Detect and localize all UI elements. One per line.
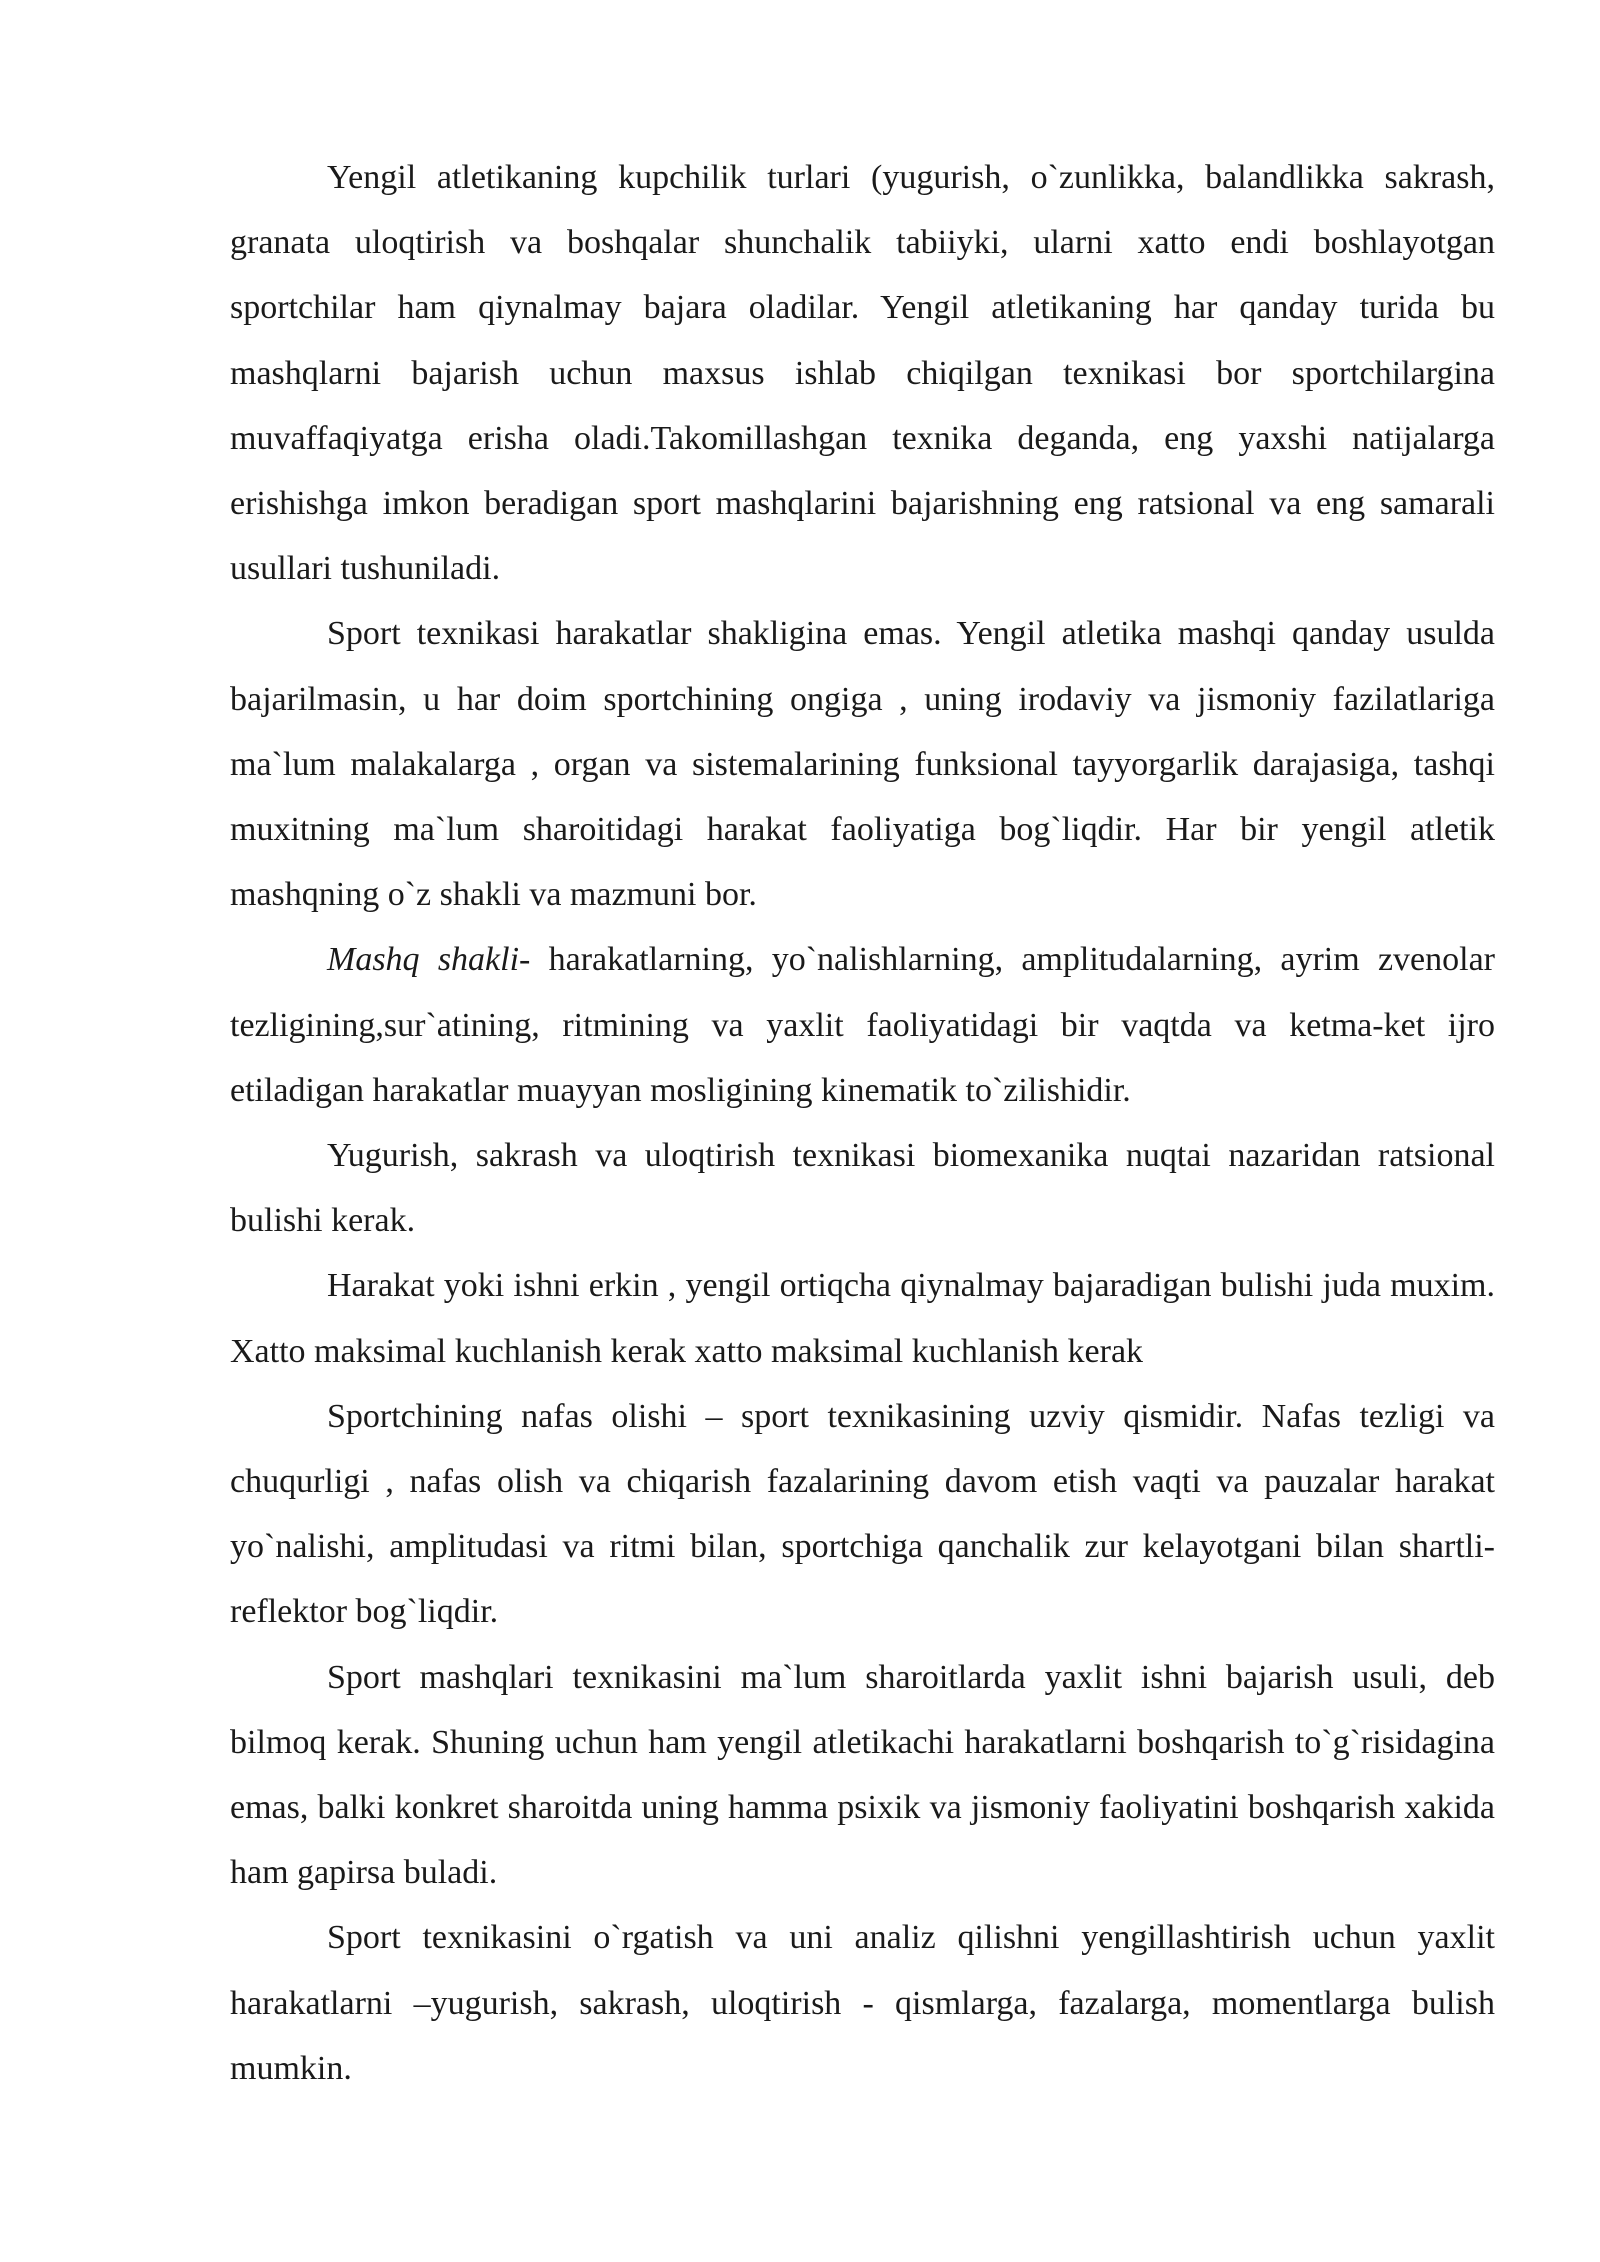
- paragraph-5: Harakat yoki ishni erkin , yengil ortiqcha qiynalmay bajaradigan bulishi juda muxim. Xatto maksimal kuchlanish kerak xatto maksimal kuchlanish kerak: [230, 1267, 1495, 1370]
- paragraph-8: Sport texnikasini o`rgatish va uni analiz qilishni yengillashtirish uchun yaxlit harakatlarni –yugurish, sakrash, uloqtirish - qismlarga, fazalarga, momentlarga bulish mumkin.: [230, 1919, 1495, 2087]
- paragraph-1: Yengil atletikaning kupchilik turlari (yugurish, o`zunlikka, balandlikka sakrash, granata uloqtirish va boshqalar shunchalik tabiiyki, ularni xatto endi boshlayotgan sportchilar ham qiynalmay bajara oladilar. Yengil atletikaning har qanday turida bu mashqlarni bajarish uchun maxsus ishlab chiqilgan texnikasi bor sportchilargina muvaffaqiyatga erisha oladi.Takomillashgan texnika deganda, eng yaxshi natijalarga erishishga imkon beradigan sport mashqlarini bajarishning eng ratsional va eng samarali usullari tushuniladi.: [230, 159, 1495, 588]
- italic-term: Mashq shakli-: [327, 941, 531, 979]
- paragraph-7: Sport mashqlari texnikasini ma`lum sharoitlarda yaxlit ishni bajarish usuli, deb bilmoq kerak. Shuning uchun ham yengil atletikachi harakatlarni boshqarish to`g`risidagina emas, balki konkret sharoitda uning hamma psixik va jismoniy faoliyatini boshqarish xakida ham gapirsa buladi.: [230, 1658, 1495, 1892]
- paragraph-3-text: harakatlarning, yo`nalishlarning, amplitudalarning, ayrim zvenolar tezligining,sur`atining, ritmining va yaxlit faoliyatidagi bir vaqtda va ketma-ket ijro etiladigan harakatlar muayyan mosligining kinematik to`zilishidir.: [230, 941, 1495, 1109]
- paragraph-4: Yugurish, sakrash va uloqtirish texnikasi biomexanika nuqtai nazaridan ratsional bulishi kerak.: [230, 1137, 1495, 1240]
- paragraph-2: Sport texnikasi harakatlar shakligina emas. Yengil atletika mashqi qanday usulda bajarilmasin, u har doim sportchining ongiga , uning irodaviy va jismoniy fazilatlariga ma`lum malakalarga , organ va sistemalarining funksional tayyorgarlik darajasiga, tashqi muxitning ma`lum sharoitidagi harakat faoliyatiga bog`liqdir. Har bir yengil atletik mashqning o`z shakli va mazmuni bor.: [230, 615, 1495, 914]
- paragraph-3: [230, 927, 1495, 1123]
- paragraph-6: Sportchining nafas olishi – sport texnikasining uzviy qismidir. Nafas tezligi va chuqurligi , nafas olish va chiqarish fazalarining davom etish vaqti va pauzalar harakat yo`nalishi, amplitudasi va ritmi bilan, sportchiga qanchalik zur kelayotgani bilan shartli-reflektor bog`liqdir.: [230, 1397, 1495, 1631]
- document-page: [230, 145, 1495, 2101]
